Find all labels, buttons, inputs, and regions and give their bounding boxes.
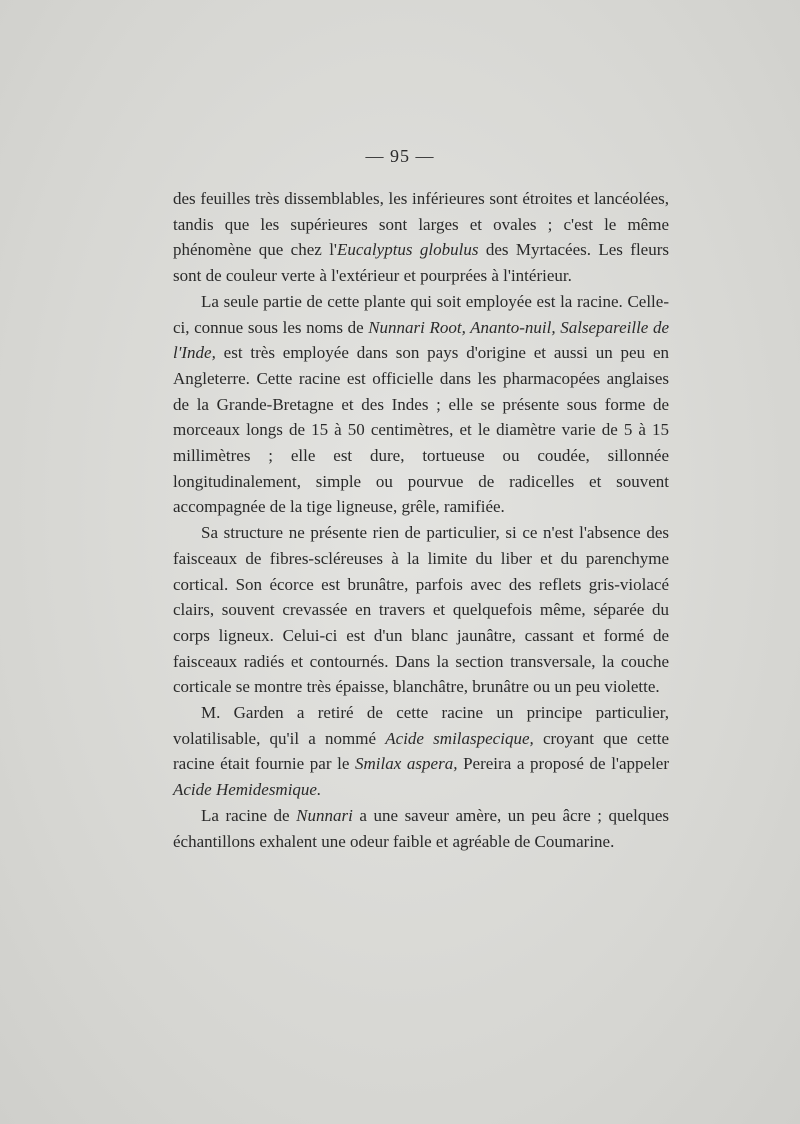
- body-text: [173, 186, 669, 854]
- text-run: M. Garden a retiré de cette racine un principe particulier, volatilisable, qu'il a nommé: [173, 703, 669, 748]
- text-run: est très employée dans son pays d'origine et aussi un peu en Angleterre. Cette racine est officielle dans les pharmacopées anglaises de la Grande-Bretagne et des Indes ; elle se présente sous forme de morceaux longs de 15 à 50 centimètres, et le diamètre varie de 5 à 15 millimètres ; elle est dure, tortueuse ou coudée, sillonnée longitudinalement, simple ou pourvue de radicelles et souvent accompagnée de la tige ligneuse, grêle, ramifiée.: [173, 343, 669, 517]
- paragraph-structure: [173, 520, 669, 700]
- paragraph-continuation: [173, 186, 669, 289]
- italic-term: Nunnari: [296, 805, 353, 825]
- text-run: des feuilles très dissemblables, les inférieures sont étroites et lancéolées, tandis que les supérieures sont larges et ovales ; c'est le même phénomène que chez l': [173, 189, 669, 260]
- text-run: Sa structure ne présente rien de particulier, si ce n'est l'absence des faisceaux de fibres-scléreuses à la limite du liber et du parenchyme cortical. Son écorce est brunâtre, parfois avec des reflets gris-violacé clairs, souvent crevassée en travers et quelquefois même, séparée du corps ligneux. Celui-ci est d'un blanc jaunâtre, cassant et formé de faisceaux radiés et contournés. Dans la section transversale, la couche corticale se montre très épaisse, blanchâtre, brunâtre ou un peu violette.: [173, 523, 669, 697]
- italic-term: Smilax aspera,: [355, 754, 458, 774]
- text-run: La seule partie de cette plante qui soit employée est la racine. Celle-ci, connue sous les noms de: [173, 291, 669, 337]
- italic-term: Nunnari Root, Ananto-nuil, Salsepareille de l'Inde,: [173, 317, 669, 363]
- paragraph-racine: [173, 289, 669, 520]
- text-run: La racine de: [201, 805, 297, 825]
- italic-term: Eucalyptus globulus: [337, 240, 479, 260]
- page-number: — 95 —: [365, 146, 435, 166]
- italic-term: Acide smilaspecique,: [385, 728, 534, 748]
- text-run: a une saveur amère, un peu âcre ; quelques échantillons exhalent une odeur faible et agréable de Coumarine.: [173, 805, 669, 851]
- text-run: Pereira a proposé de l'appeler: [457, 754, 669, 774]
- paragraph-saveur: [173, 803, 669, 854]
- text-run: des Myrtacées. Les fleurs sont de couleur verte à l'extérieur et pourprées à l'intérieur.: [173, 240, 670, 286]
- italic-term: Acide Hemidesmique.: [173, 780, 322, 800]
- text-run: croyant que cette racine était fournie par le: [173, 728, 670, 774]
- paragraph-garden: [173, 700, 669, 803]
